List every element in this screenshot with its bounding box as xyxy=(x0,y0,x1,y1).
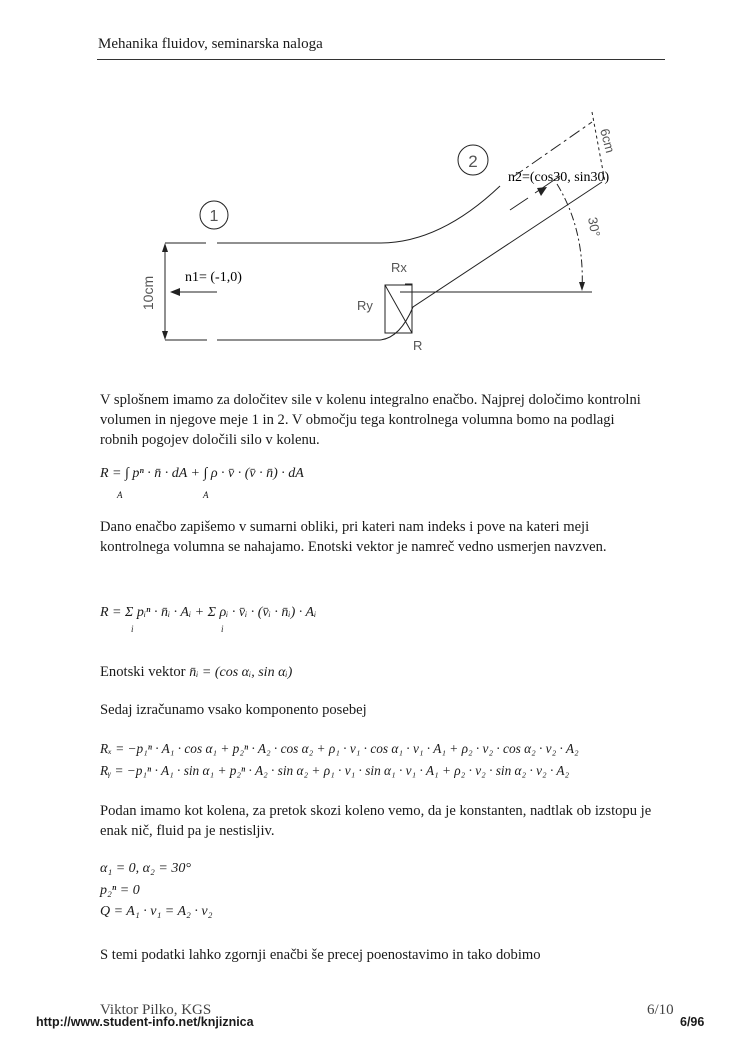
text-line: Dano enačbo zapišemo v sumarni obliki, pri kateri nam indeks i pove na kateri meji xyxy=(100,519,590,535)
flow-equation: Q = A₁ · v₁ = A₂ · v₂ xyxy=(100,904,213,919)
integral-equation: R = ∫ pⁿ · n̄ · dA + ∫ ρ · v̄ · (v̄ · n̄) · dA xyxy=(100,466,304,481)
unit-vector-text: Enotski vektor xyxy=(100,664,186,680)
alpha-equation: α₁ = 0, α₂ = 30° xyxy=(100,861,191,876)
height-dim-arrowhead-bottom xyxy=(162,331,168,340)
footer-url[interactable]: http://www.student-info.net/knjiznica xyxy=(36,1015,254,1029)
paragraph-6: S temi podatki lahko zgornji enačbi še precej poenostavimo in tako dobimo xyxy=(100,947,541,963)
n1-arrowhead xyxy=(170,288,180,296)
angle-arc-arrowhead xyxy=(579,282,585,291)
n1-label: n1= (-1,0) xyxy=(185,270,242,285)
text-line: volumen in njegove meje 1 in 2. V območju tega kontrolnega volumna bomo na podlagi xyxy=(100,412,615,428)
rx-equation: Rₓ = −p₁ⁿ · A₁ · cos α₁ + p₂ⁿ · A₂ · cos α₂ + ρ₁ · v₁ · cos α₁ · v₁ · A₁ + ρ₂ · v₂ · cos α₂ · v₂ · A₂ xyxy=(100,741,579,756)
pipe-bottom-wall xyxy=(165,182,602,340)
footer-doc-page: 6/96 xyxy=(680,1015,705,1029)
integral-subscript: A xyxy=(117,490,123,500)
r-label: R xyxy=(413,338,423,353)
p2-equation: p₂ⁿ = 0 xyxy=(100,883,140,898)
sum-subscript: i xyxy=(131,624,134,634)
footer-page: 6/10 xyxy=(647,1002,674,1018)
text-line: robnih pogojev določili silo v kolenu. xyxy=(100,432,320,448)
paragraph-4: Sedaj izračunamo vsako komponento posebej xyxy=(100,702,367,718)
ry-label: Ry xyxy=(357,298,373,313)
angle-label: 30° xyxy=(585,215,604,238)
ry-equation: Rᵧ = −p₁ⁿ · A₁ · sin α₁ + p₂ⁿ · A₂ · sin α₂ + ρ₁ · v₁ · sin α₁ · v₁ · A₁ + ρ₂ · v₂ · sin α₂ · v₂ · A₂ xyxy=(100,763,570,778)
section-2-label: 2 xyxy=(468,152,478,171)
pipe-bend-diagram xyxy=(0,0,750,380)
integral-subscript: A xyxy=(203,490,209,500)
angle-arc xyxy=(557,184,582,290)
section-1-label: 1 xyxy=(209,208,219,225)
paragraph-5 xyxy=(100,801,651,841)
rx-label: Rx xyxy=(391,260,407,275)
footer-author: Viktor Pilko, KGS xyxy=(100,1002,212,1018)
unit-vector-line xyxy=(100,662,292,683)
text-line: enak nič, fluid pa je nestisljiv. xyxy=(100,823,275,839)
unit-vector-equation: n̄ᵢ = (cos αᵢ, sin αᵢ) xyxy=(189,665,293,680)
text-line: Podan imamo kot kolena, za pretok skozi koleno vemo, da je konstanten, nadtlak ob izstopu je xyxy=(100,803,652,819)
width-dim-label: 6cm xyxy=(597,126,618,155)
height-dim-arrowhead-top xyxy=(162,243,168,252)
paragraph-1 xyxy=(100,390,641,450)
text-line: kontrolnega volumna se nahajamo. Enotski vektor je namreč vedno usmerjen navzven. xyxy=(100,539,607,555)
n2-label: n2=(cos30, sin30) xyxy=(508,170,610,185)
sum-subscript: i xyxy=(221,624,224,634)
text-line: V splošnem imamo za določitev sile v kolenu integralno enačbo. Najprej določimo kontrolni xyxy=(100,392,641,408)
height-dim-label: 10cm xyxy=(140,275,156,311)
n2-arrowhead xyxy=(537,187,547,196)
sum-equation: R = Σ pᵢⁿ · n̄ᵢ · Aᵢ + Σ ρᵢ · v̄ᵢ · (v̄ᵢ · n̄ᵢ) · Aᵢ xyxy=(100,605,317,620)
pipe-top-outlet xyxy=(513,122,592,177)
paragraph-2 xyxy=(100,517,607,557)
page-header: Mehanika fluidov, seminarska naloga xyxy=(98,36,323,52)
